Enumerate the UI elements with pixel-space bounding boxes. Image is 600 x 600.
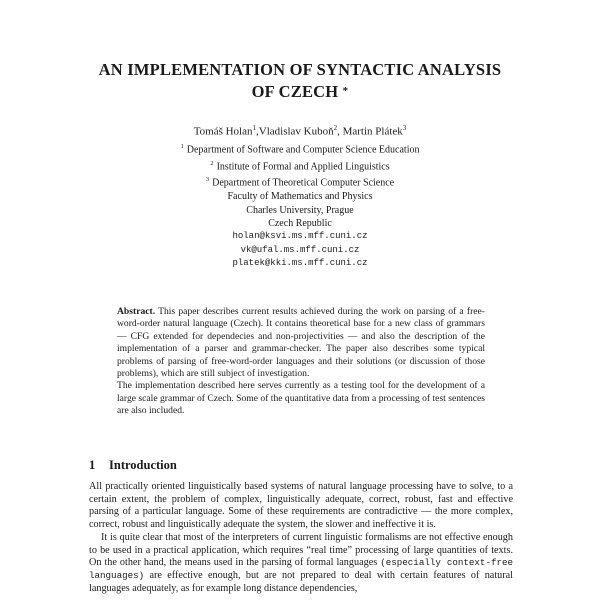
body-text-run: It is quite clear that most of the interpreters of current linguistic formalisms are not effective enough to be used in a practical application, which requires “real time” processing of large quantities of texts. On the other hand, the means used in the parsing of formal languages xyxy=(89,531,513,569)
author-name: Tomáš Holan xyxy=(193,125,253,138)
abstract-paragraph xyxy=(117,306,485,380)
section-title: Introduction xyxy=(109,458,177,472)
email-address: vk@ufal.ms.mff.cuni.cz xyxy=(240,244,360,255)
body-paragraph xyxy=(89,532,513,596)
body-text xyxy=(89,481,513,595)
affiliation-block xyxy=(80,140,520,271)
affiliation-mark: 3 xyxy=(205,176,210,184)
email-address: holan@ksvi.ms.mff.cuni.cz xyxy=(232,231,368,242)
section-number: 1 xyxy=(89,458,96,472)
country: Czech Republic xyxy=(268,218,332,230)
author-separator: , xyxy=(256,125,259,138)
author-name: Martin Plátek xyxy=(342,125,403,138)
affiliation-text: Institute of Formal and Applied Linguistics xyxy=(216,161,390,173)
abstract-text: This paper describes current results achieved during the work on parsing of a free-word-order natural language (Czech). It contains theoretical base for a new class of grammars — CFG extended for dependecies and non-projectivities — and also the description of the implementation of a parser and grammar-checker. The paper also describes some typical problems of parsing of free-word-order languages and their solutions (or discussion of those problems), which are still subject of investigation. xyxy=(117,306,485,380)
body-paragraph: All practically oriented linguistically based systems of natural language processing have to solve, to a certain extent, the problem of complex, linguistically adequate, correct, robust, fast and effective parsing of a particular language. Some of these requirements are contradictive — the more complex, correct, robust and linguistically adequate the system, the slower and ineffective it is. xyxy=(89,481,513,531)
title-line-2: OF CZECH xyxy=(251,82,339,101)
university: Charles University, Prague xyxy=(246,204,354,216)
author-list xyxy=(40,121,560,139)
title-line-1: AN IMPLEMENTATION OF SYNTACTIC ANALYSIS xyxy=(98,60,502,79)
abstract-label: Abstract. xyxy=(117,306,156,317)
affiliation-line xyxy=(80,157,520,174)
affiliation-text: Department of Theoretical Computer Science xyxy=(212,177,395,189)
section-heading xyxy=(89,457,177,473)
affiliation-mark: 1 xyxy=(180,143,184,150)
title-footnote-mark: * xyxy=(342,85,349,97)
faculty: Faculty of Mathematics and Physics xyxy=(227,191,373,203)
author-name: Vladislav Kuboň xyxy=(258,125,334,138)
body-text-run: (especially context-free languages) xyxy=(89,557,514,581)
affiliation-line xyxy=(80,173,520,190)
affiliation-text: Department of Software and Computer Science Education xyxy=(186,144,420,156)
author-affiliation-mark: 2 xyxy=(333,124,338,132)
body-text-run: are effective enough, but are not prepared to deal with certain features of natural languages adequately, as for example long distance dependencies, xyxy=(89,569,513,594)
affiliation-mark: 2 xyxy=(210,159,214,167)
abstract xyxy=(117,306,485,418)
abstract-paragraph: The implementation described here serves currently as a testing tool for the development of a large scale grammar of Czech. Some of the quantitative data from a processing of test sentences are also included. xyxy=(117,380,485,417)
author-affiliation-mark: 3 xyxy=(402,124,407,132)
author-separator: , xyxy=(337,125,343,138)
paper-title xyxy=(40,59,560,103)
affiliation-line xyxy=(80,140,520,157)
author-affiliation-mark: 1 xyxy=(252,124,256,132)
email-address: platek@kki.ms.mff.cuni.cz xyxy=(232,258,368,269)
